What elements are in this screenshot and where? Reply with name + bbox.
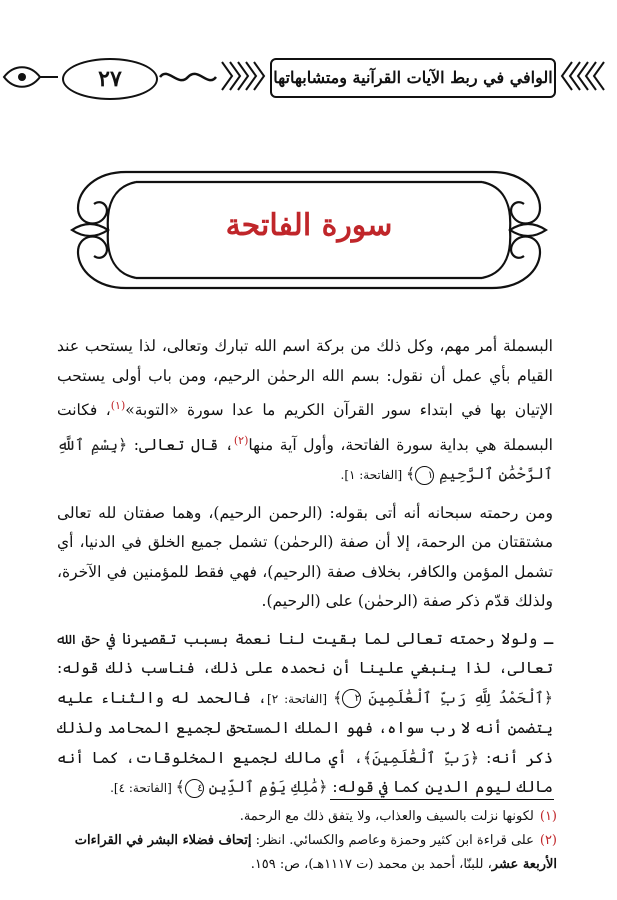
- verse-number: ٢: [342, 689, 361, 708]
- text-run: ، أي مالك لجميع المخلوقات، كما أنه مالك ليوم الدين كما في قوله:: [57, 748, 553, 797]
- page-number: ٢٧: [62, 58, 158, 100]
- footnote-ref-2: (٢): [233, 433, 249, 447]
- chapter-title: سورة الفاتحة: [225, 208, 393, 243]
- text-run: البسملة أمر مهم، وكل ذلك من بركة اسم الله تبارك وتعالى، لذا يستحب عند القيام بأي عمل أن نقول: بسم الله الرحمٰن الرحيم، ومن باب أولى يستحب الإتيان بها في ابتداء سور القرآن الكريم ما عدا سورة «التوبة»: [57, 337, 553, 420]
- verse-number: ٤: [185, 779, 204, 798]
- text-run: ـ ولولا رحمته تعالى لما بقيت لنا نعمة بسبب تقصيرنا في حق الله تعالى، لذا ينبغي علينا أن نحمده على ذلك، فناسب ذلك قوله:: [57, 629, 553, 678]
- verse-reference: [الفاتحة: ٢]: [267, 691, 334, 706]
- verse-number: ١: [415, 466, 434, 485]
- body-text: [57, 332, 553, 812]
- scroll-ornament-icon: [158, 62, 218, 92]
- paragraph-rahman-rahim: ومن رحمته سبحانه أنه أتى بقوله: (الرحمن الرحيم)، وهما صفتان لله تعالى مشتقتان من الرحمة، إلا أن صفة (الرحمٰن) تشمل جميع الخلق في الدنيا، أي تشمل المؤمن والكافر، بخلاف صفة (الرحيم)، فهي فقط للمؤمنين في الآخرة، ولذلك قدّم ذكر صفة (الرحمٰن) على (الرحيم).: [57, 503, 553, 611]
- verse-reference: [الفاتحة: ٤].: [110, 781, 176, 796]
- quran-verse: ﴿رَبِّ ٱلْعَٰلَمِينَ﴾: [362, 748, 480, 767]
- footnote-book-title: إتحاف فضلاء البشر في القراءات الأربعة عشر: [74, 833, 557, 872]
- verse-reference: [الفاتحة: ١].: [340, 468, 407, 483]
- verse-bracket: ﴾: [406, 465, 416, 484]
- text-run: ، قال تعالى:: [127, 435, 234, 454]
- quran-verse: ﴿بِسْمِ ٱللَّهِ ٱلرَّحْمَٰنِ ٱلرَّحِيمِ: [57, 435, 553, 484]
- paragraph-hamd: [57, 625, 553, 804]
- footnote-number: (٢): [539, 833, 557, 848]
- footnote-text: لكونها نزلت بالسيف والعذاب، ولا يتفق ذلك مع الرحمة.: [239, 809, 534, 824]
- paragraph-basmala: [57, 332, 553, 491]
- braid-ornament-icon: [220, 58, 266, 94]
- chapter-title-frame: [66, 162, 552, 298]
- fleuron-icon: [0, 62, 60, 92]
- text-run: ، فكانت البسملة هي بداية سورة الفاتحة، وأول آية منها: [57, 401, 553, 454]
- footnote-1: [57, 805, 557, 829]
- quran-verse: ﴿ٱلْحَمْدُ لِلَّهِ رَبِّ ٱلْعَٰلَمِينَ: [368, 688, 553, 707]
- braid-ornament-icon: [556, 58, 606, 94]
- verse-bracket: ﴾: [175, 778, 185, 797]
- running-header: [0, 0, 617, 100]
- book-title: الوافي في ربط الآيات القرآنية ومتشابهاتها: [270, 58, 556, 98]
- footnote-ref-1: (١): [110, 399, 126, 412]
- verse-bracket: ﴾: [333, 688, 343, 707]
- footnote-separator: [330, 799, 554, 800]
- text-run: ، فالحمد له والثناء عليه يتضمن أنه لا رب سواه، فهو الملك المستحق لجميع المحامد ولذلك ذكر أنه:: [57, 688, 553, 767]
- footnote-2: [57, 829, 557, 877]
- footnote-text: على قراءة ابن كثير وحمزة وعاصم والكسائي. انظر:: [251, 833, 534, 848]
- footnote-number: (١): [539, 809, 557, 824]
- footnote-text: ، للبنّا، أحمد بن محمد (ت ١١١٧هـ)، ص: ١٥٩.: [250, 857, 492, 872]
- footnotes: [57, 805, 557, 877]
- quran-verse: ﴿مَٰلِكِ يَوْمِ ٱلدِّينِ: [208, 778, 328, 797]
